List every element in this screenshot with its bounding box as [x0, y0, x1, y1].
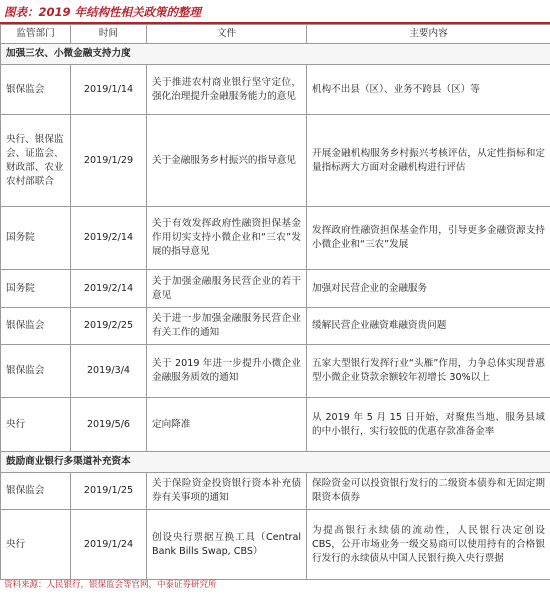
doc-cell: 关于金融服务乡村振兴的指导意见 [147, 115, 307, 207]
section-row [1, 452, 550, 473]
table-row [1, 345, 550, 398]
content-cell: 缓解民营企业融资难融资贵问题 [307, 308, 550, 345]
section-title: 鼓励商业银行多渠道补充资本 [1, 452, 550, 473]
doc-cell: 关于推进农村商业银行坚守定位，强化治理提升金融服务能力的意见 [147, 65, 307, 115]
dept-cell: 国务院 [1, 270, 71, 308]
doc-cell: 关于 2019 年进一步提升小微企业金融服务质效的通知 [147, 345, 307, 398]
date-cell: 2019/2/14 [71, 270, 147, 308]
policy-table [0, 24, 550, 580]
content-cell: 开展金融机构服务乡村振兴考核评估，从定性指标和定量指标两大方面对金融机构进行评估 [307, 115, 550, 207]
dept-cell: 银保监会 [1, 345, 71, 398]
dept-cell: 银保监会 [1, 473, 71, 510]
date-cell: 2019/3/4 [71, 345, 147, 398]
dept-cell: 银保监会 [1, 308, 71, 345]
section-title: 加强三农、小微金融支持力度 [1, 44, 550, 65]
content-cell: 从 2019 年 5 月 15 日开始，对聚焦当地、服务县域的中小银行，实行较低的优惠存款准备金率 [307, 398, 550, 452]
doc-cell: 关于加强金融服务民营企业的若干意见 [147, 270, 307, 308]
content-cell: 为提高银行永续债的流动性，人民银行决定创设 CBS，公开市场业务一级交易商可以使用持有的合格银行发行的永续债从中国人民银行换入央行票据 [307, 510, 550, 580]
table-row [1, 510, 550, 580]
doc-cell: 定向降准 [147, 398, 307, 452]
header-content: 主要内容 [307, 25, 550, 44]
doc-cell: 关于有效发挥政府性融资担保基金作用切实支持小微企业和“三农”发展的指导意见 [147, 207, 307, 270]
date-cell: 2019/1/25 [71, 473, 147, 510]
table-row [1, 207, 550, 270]
table-row [1, 308, 550, 345]
content-cell: 保险资金可以投资银行发行的二级资本债券和无固定期限资本债券 [307, 473, 550, 510]
dept-cell: 国务院 [1, 207, 71, 270]
content-cell: 发挥政府性融资担保基金作用，引导更多金融资源支持小微企业和“三农”发展 [307, 207, 550, 270]
table-row [1, 398, 550, 452]
doc-cell: 关于进一步加强金融服务民营企业有关工作的通知 [147, 308, 307, 345]
chart-title: 图表：2019 年结构性相关政策的整理 [4, 5, 202, 19]
date-cell: 2019/1/29 [71, 115, 147, 207]
dept-cell: 央行 [1, 510, 71, 580]
table-header-row [1, 25, 550, 44]
table-row [1, 115, 550, 207]
date-cell: 2019/2/14 [71, 207, 147, 270]
doc-cell: 创设央行票据互换工具（Central Bank Bills Swap, CBS） [147, 510, 307, 580]
dept-cell: 央行、银保监会、证监会、财政部、农业农村部联合 [1, 115, 71, 207]
header-dept: 监管部门 [1, 25, 71, 44]
date-cell: 2019/5/6 [71, 398, 147, 452]
content-cell: 五家大型银行发挥行业“头雁”作用，力争总体实现普惠型小微企业贷款余额较年初增长 30%以上 [307, 345, 550, 398]
section-row [1, 44, 550, 65]
content-cell: 机构不出县（区）、业务不跨县（区）等 [307, 65, 550, 115]
table-row [1, 65, 550, 115]
date-cell: 2019/1/14 [71, 65, 147, 115]
date-cell: 2019/2/25 [71, 308, 147, 345]
header-date: 时间 [71, 25, 147, 44]
table-row [1, 473, 550, 510]
doc-cell: 关于保险资金投资银行资本补充债券有关事项的通知 [147, 473, 307, 510]
dept-cell: 银保监会 [1, 65, 71, 115]
header-doc: 文件 [147, 25, 307, 44]
content-cell: 加强对民营企业的金融服务 [307, 270, 550, 308]
date-cell: 2019/1/24 [71, 510, 147, 580]
table-row [1, 270, 550, 308]
dept-cell: 央行 [1, 398, 71, 452]
source-note: 资料来源：人民银行，银保监会等官网，中泰证券研究所 [4, 580, 217, 590]
